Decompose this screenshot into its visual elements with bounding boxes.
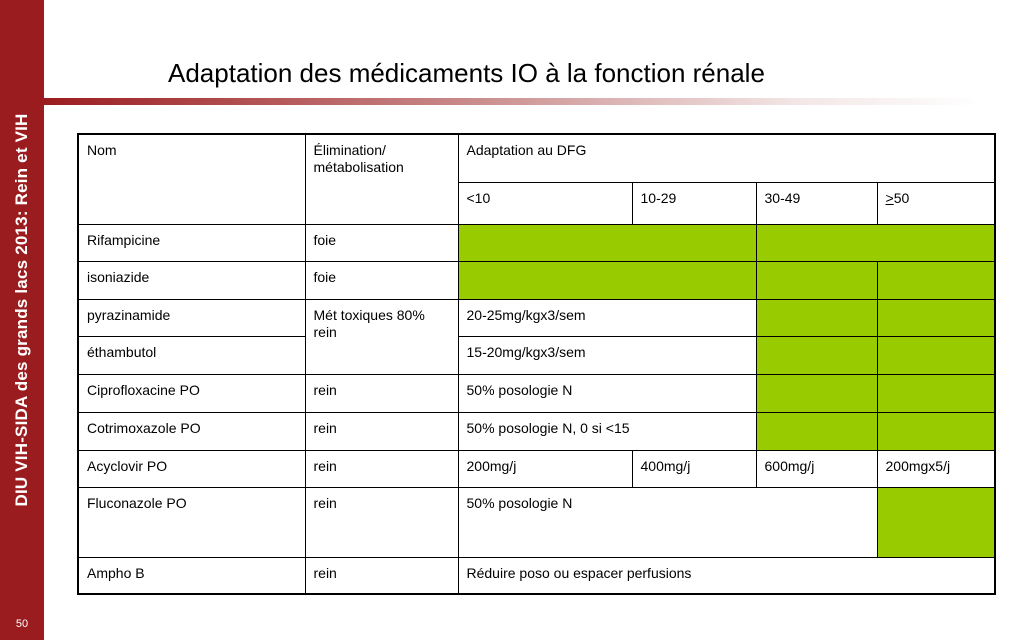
cell-no-adjustment [756, 374, 877, 412]
table-row [78, 450, 995, 487]
header-dfg-10-29: 10-29 [632, 182, 756, 224]
cell-no-adjustment [877, 412, 995, 450]
cell-elimination: rein [305, 557, 458, 594]
cell-elimination: foie [305, 261, 458, 299]
cell-drug-name: Ciprofloxacine PO [78, 374, 305, 412]
cell-drug-name: éthambutol [78, 336, 305, 374]
table-row [78, 487, 995, 557]
header-elimination: Élimination/ métabolisation [305, 134, 458, 224]
page-number: 50 [15, 618, 29, 630]
cell-drug-name: Ampho B [78, 557, 305, 594]
ge-value: 50 [893, 189, 910, 206]
sidebar-band [0, 0, 44, 640]
cell-no-adjustment [877, 261, 995, 299]
cell-no-adjustment [458, 261, 756, 299]
table-row [78, 299, 995, 336]
cell-elimination: rein [305, 487, 458, 557]
cell-no-adjustment [756, 412, 877, 450]
cell-drug-name: Acyclovir PO [78, 450, 305, 487]
sidebar-vertical-title: DIU VIH-SIDA des grands lacs 2013: Rein et VIH [12, 113, 31, 507]
cell-dose-ge50: 200mgx5/j [877, 450, 995, 487]
table-row [78, 224, 995, 261]
cell-adaptation: 50% posologie N, 0 si <15 [458, 412, 756, 450]
header-dfg-ge50 [877, 182, 995, 224]
cell-elimination: rein [305, 374, 458, 412]
cell-no-adjustment [756, 261, 877, 299]
title-underline-rule [44, 98, 984, 105]
cell-elimination: rein [305, 450, 458, 487]
cell-drug-name: Fluconazole PO [78, 487, 305, 557]
table-header-row [78, 134, 995, 182]
ge-symbol: > [885, 189, 894, 206]
cell-no-adjustment [877, 487, 995, 557]
cell-dose-30-49: 600mg/j [756, 450, 877, 487]
cell-no-adjustment [877, 336, 995, 374]
header-adaptation-dfg: Adaptation au DFG [458, 134, 995, 182]
table-row [78, 374, 995, 412]
cell-no-adjustment [877, 374, 995, 412]
table-row [78, 336, 995, 374]
header-dfg-30-49: 30-49 [756, 182, 877, 224]
cell-adaptation: 15-20mg/kgx3/sem [458, 336, 756, 374]
header-dfg-lt10: <10 [458, 182, 632, 224]
slide-title: Adaptation des médicaments IO à la fonction rénale [168, 58, 765, 88]
cell-no-adjustment [756, 299, 877, 336]
cell-drug-name: isoniazide [78, 261, 305, 299]
table-row [78, 557, 995, 594]
cell-dose-lt10: 200mg/j [458, 450, 632, 487]
cell-no-adjustment [877, 299, 995, 336]
cell-adaptation: 50% posologie N [458, 374, 756, 412]
cell-no-adjustment [756, 336, 877, 374]
table-row [78, 412, 995, 450]
drug-adaptation-table [77, 133, 996, 595]
cell-adaptation: 50% posologie N [458, 487, 877, 557]
cell-elimination: rein [305, 412, 458, 450]
table-row [78, 261, 995, 299]
cell-elimination: foie [305, 224, 458, 261]
cell-drug-name: pyrazinamide [78, 299, 305, 336]
cell-drug-name: Cotrimoxazole PO [78, 412, 305, 450]
cell-adaptation: 20-25mg/kgx3/sem [458, 299, 756, 336]
cell-no-adjustment [458, 224, 756, 261]
cell-elimination: Mét toxiques 80% rein [305, 299, 458, 374]
header-nom: Nom [78, 134, 305, 224]
cell-drug-name: Rifampicine [78, 224, 305, 261]
cell-dose-10-29: 400mg/j [632, 450, 756, 487]
cell-adaptation: Réduire poso ou espacer perfusions [458, 557, 995, 594]
cell-no-adjustment [756, 224, 995, 261]
